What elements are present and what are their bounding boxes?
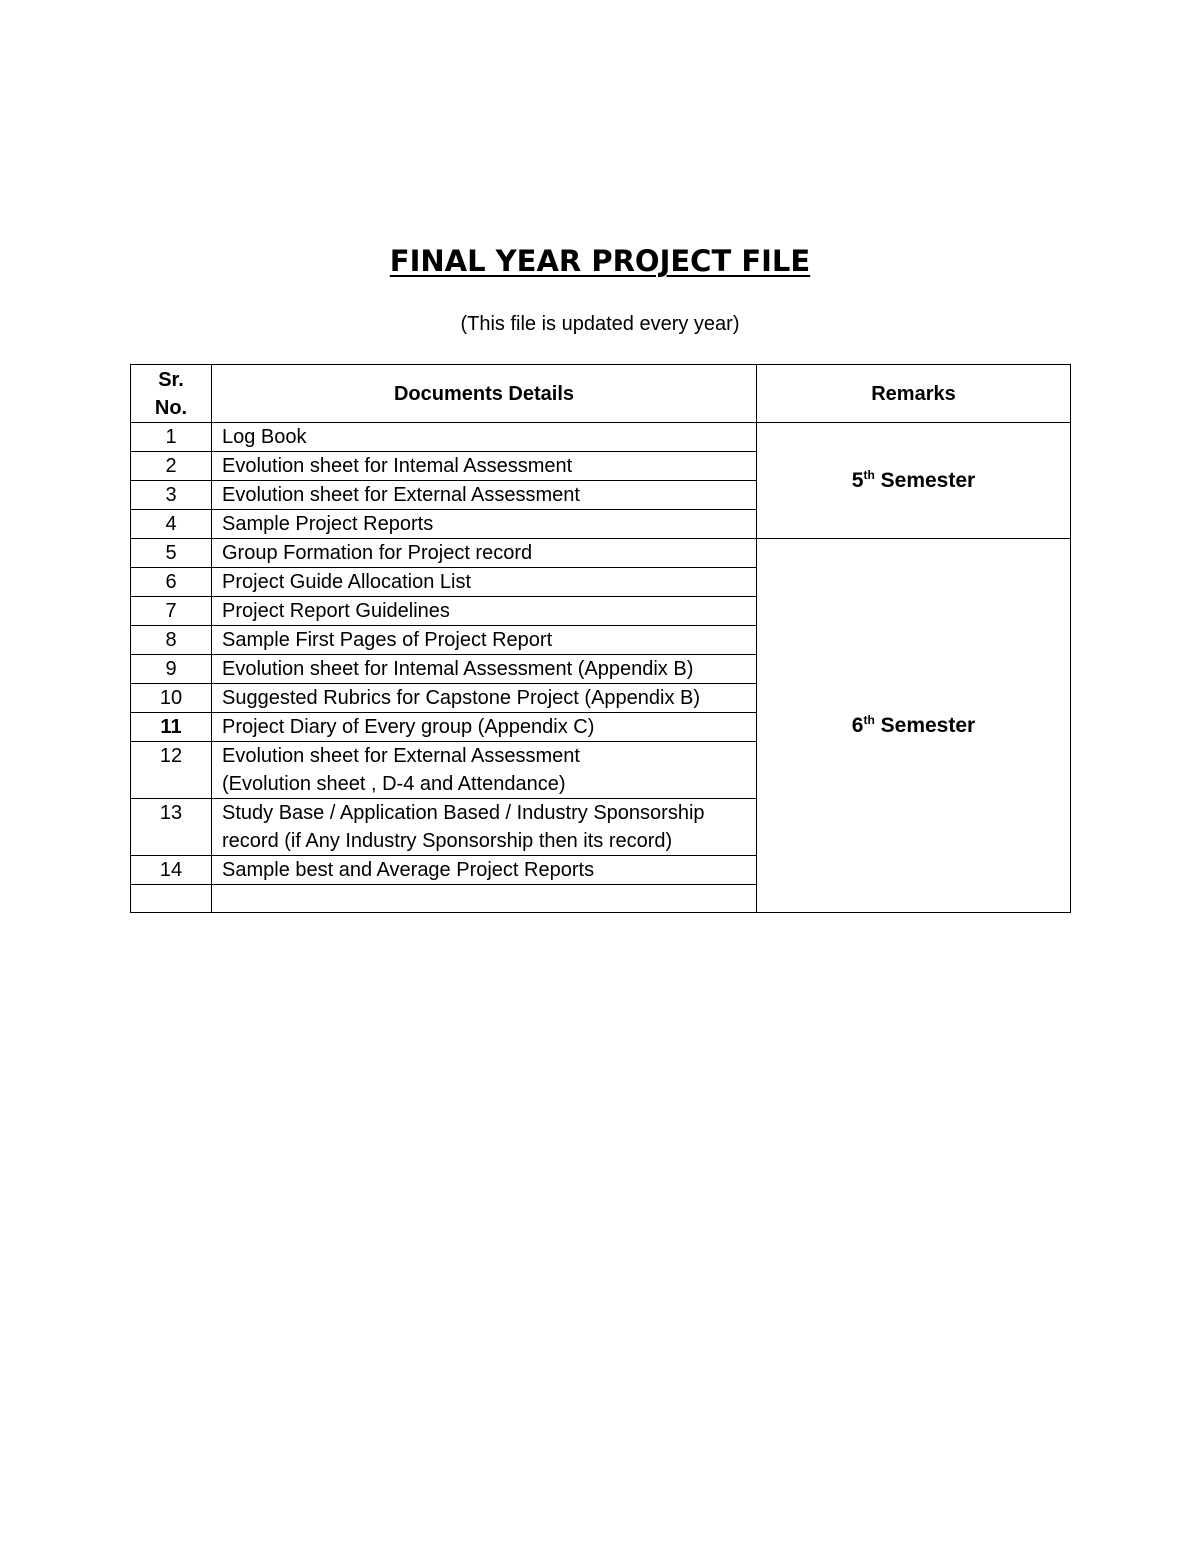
remark-semester-label: Semester	[880, 713, 976, 737]
remark-semester-number: 5	[851, 468, 864, 492]
row-sr-number: 1	[131, 423, 212, 452]
document-subtitle: (This file is updated every year)	[460, 313, 740, 335]
row-document-detail	[212, 742, 757, 799]
row-sr-number: 4	[131, 510, 212, 539]
row-sr-number: 11	[131, 713, 212, 742]
row-document-detail: Project Report Guidelines	[212, 597, 757, 626]
row-document-detail: Evolution sheet for Intemal Assessment	[212, 452, 757, 481]
remark-semester-label: Semester	[880, 468, 976, 492]
row-document-detail: Group Formation for Project record	[212, 539, 757, 568]
row-document-detail: Sample best and Average Project Reports	[212, 856, 757, 885]
row-document-detail: Project Diary of Every group (Appendix C)	[212, 713, 757, 742]
detail-line-1: Evolution sheet for External Assessment	[222, 745, 580, 767]
row-document-detail: Suggested Rubrics for Capstone Project (Appendix B)	[212, 684, 757, 713]
row-document-detail: Evolution sheet for External Assessment	[212, 481, 757, 510]
row-sr-number: 3	[131, 481, 212, 510]
detail-line-2: (Evolution sheet , D-4 and Attendance)	[222, 773, 566, 795]
remark-semester-number: 6	[851, 713, 864, 737]
row-sr-number: 2	[131, 452, 212, 481]
row-document-detail: Evolution sheet for Intemal Assessment (Appendix B)	[212, 655, 757, 684]
remark-ordinal-suffix: th	[863, 467, 875, 482]
row-sr-number: 5	[131, 539, 212, 568]
row-document-detail: Project Guide Allocation List	[212, 568, 757, 597]
remark-ordinal-suffix: th	[863, 712, 875, 727]
header-sr-no: Sr. No.	[131, 365, 212, 423]
empty-sr-cell	[131, 885, 212, 913]
table-row	[131, 539, 1071, 568]
row-sr-number: 6	[131, 568, 212, 597]
row-sr-number: 14	[131, 856, 212, 885]
detail-line-1: Study Base / Application Based / Industry Sponsorship	[222, 802, 705, 824]
row-sr-number: 8	[131, 626, 212, 655]
remark-semester-6	[757, 539, 1071, 913]
document-title: FINAL YEAR PROJECT FILE	[389, 244, 811, 278]
row-document-detail: Sample First Pages of Project Report	[212, 626, 757, 655]
row-document-detail: Log Book	[212, 423, 757, 452]
row-sr-number: 10	[131, 684, 212, 713]
remark-semester-5	[757, 423, 1071, 539]
header-documents-details: Documents Details	[212, 365, 757, 423]
documents-table	[130, 364, 1071, 913]
header-remarks: Remarks	[757, 365, 1071, 423]
row-sr-number: 13	[131, 799, 212, 856]
row-sr-number: 9	[131, 655, 212, 684]
table-header-row	[131, 365, 1071, 423]
detail-line-2: record (if Any Industry Sponsorship then its record)	[222, 830, 673, 852]
row-document-detail	[212, 799, 757, 856]
row-document-detail: Sample Project Reports	[212, 510, 757, 539]
row-sr-number: 12	[131, 742, 212, 799]
empty-detail-cell	[212, 885, 757, 913]
table-row	[131, 423, 1071, 452]
row-sr-number: 7	[131, 597, 212, 626]
